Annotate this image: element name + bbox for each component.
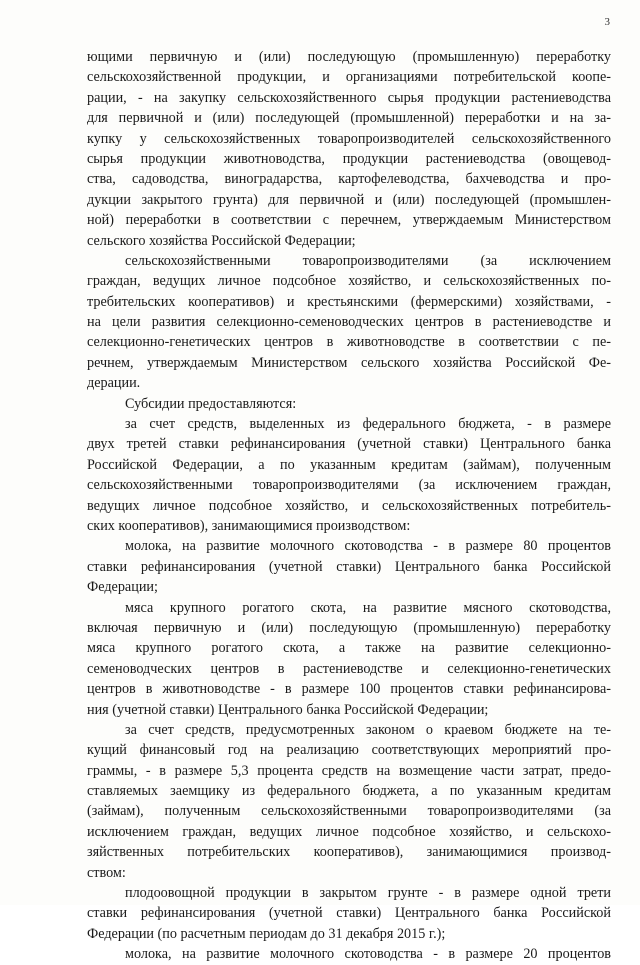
text-line: (займам), полученным сельскохозяйственными товаропроизводителями (за: [87, 803, 611, 820]
text-line: граждан, ведущих личное подсобное хозяйство, и сельскохозяйственных по-: [87, 273, 611, 290]
text-line: кущий финансовый год на реализацию соответствующих мероприятий про-: [87, 742, 611, 759]
text-line: ставки рефинансирования (учетной ставки) Центрального банка Российской: [87, 558, 611, 575]
text-line: Федерации (по расчетным периодам до 31 декабря 2015 г.);: [87, 925, 446, 942]
text-line: требительских кооперативов) и крестьянскими (фермерскими) хозяйствами, -: [87, 293, 611, 310]
text-line: ставляемых заемщику из федерального бюджета, а по указанным кредитам: [87, 783, 611, 800]
text-line: исключением граждан, ведущих личное подсобное хозяйство, и сельскохо-: [87, 823, 611, 840]
text-line: ной) переработки в соответствии с перечнем, утверждаемым Министерством: [87, 212, 611, 229]
text-line: дукции закрытого грунта) для первичной и (или) последующей (промышлен-: [87, 191, 611, 208]
text-line: за счет средств, предусмотренных законом о краевом бюджете на те-: [125, 721, 611, 738]
text-line: центров в животноводстве - в размере 100 процентов ставки рефинансирова-: [87, 681, 611, 698]
text-line: для первичной и (или) последующей (промышленной) переработки и на за-: [87, 110, 611, 127]
text-line: мяса крупного рогатого скота, а также на развитие селекционно-: [87, 640, 611, 657]
text-line: зяйственных потребительских кооперативов), занимающимися производ-: [87, 844, 611, 861]
text-line: включая первичную и (или) последующую (промышленную) переработку: [87, 619, 611, 636]
text-line: купку у сельскохозяйственных товаропроизводителей сельскохозяйственного: [87, 130, 611, 147]
text-line: ния (учетной ставки) Центрального банка Российской Федерации;: [87, 701, 489, 718]
text-line: ством:: [87, 864, 126, 881]
text-line: на цели развития селекционно-семеноводческих центров в растениеводстве и: [87, 314, 611, 331]
text-line: двух третей ставки рефинансирования (учетной ставки) Центрального банка: [87, 436, 611, 453]
text-line: сельскохозяйственными товаропроизводителями (за исключением граждан,: [87, 477, 611, 494]
text-line: семеноводческих центров в растениеводстве и селекционно-генетических: [87, 660, 611, 677]
document-body: [87, 47, 611, 965]
text-line: Российской Федерации, а по указанным кредитам (займам), полученным: [87, 456, 611, 473]
text-line: молока, на развитие молочного скотоводства - в размере 20 процентов: [125, 946, 611, 963]
text-line: сельского хозяйства Российской Федерации;: [87, 232, 356, 249]
text-line: сельскохозяйственными товаропроизводителями (за исключением: [125, 252, 611, 269]
text-line: граммы, - в размере 5,3 процента средств на возмещение части затрат, предо-: [87, 762, 611, 779]
text-line: Субсидии предоставляются:: [125, 395, 297, 412]
text-line: плодоовощной продукции в закрытом грунте - в размере одной трети: [125, 885, 611, 902]
text-line: за счет средств, выделенных из федерального бюджета, - в размере: [125, 416, 611, 433]
text-line: сельскохозяйственной продукции, и организациями потребительской коопе-: [87, 69, 611, 86]
text-line: молока, на развитие молочного скотоводства - в размере 80 процентов: [125, 538, 611, 555]
text-line: ющими первичную и (или) последующую (промышленную) переработку: [87, 49, 611, 65]
page-number: 3: [604, 16, 610, 28]
text-line: ства, садоводства, виноградарства, картофелеводства, бахчеводства и про-: [87, 171, 611, 188]
text-line: селекционно-генетических центров в животноводстве в соответствии с пе-: [87, 334, 611, 351]
text-line: сырья продукции животноводства, продукции растениеводства (овощевод-: [87, 150, 611, 167]
text-line: дерации.: [87, 375, 141, 392]
text-line: рации, - на закупку сельскохозяйственного сырья продукции растениеводства: [87, 89, 611, 106]
text-line: Федерации;: [87, 579, 158, 596]
text-line: речнем, утверждаемым Министерством сельского хозяйства Российской Фе-: [87, 354, 611, 371]
text-line: мяса крупного рогатого скота, на развитие мясного скотоводства,: [125, 599, 611, 616]
text-line: ских кооперативов), занимающимися производством:: [87, 517, 411, 534]
text-line: ведущих личное подсобное хозяйство, и сельскохозяйственных потребитель-: [87, 497, 611, 514]
text-line: ставки рефинансирования (учетной ставки) Центрального банка Российской: [87, 905, 611, 922]
